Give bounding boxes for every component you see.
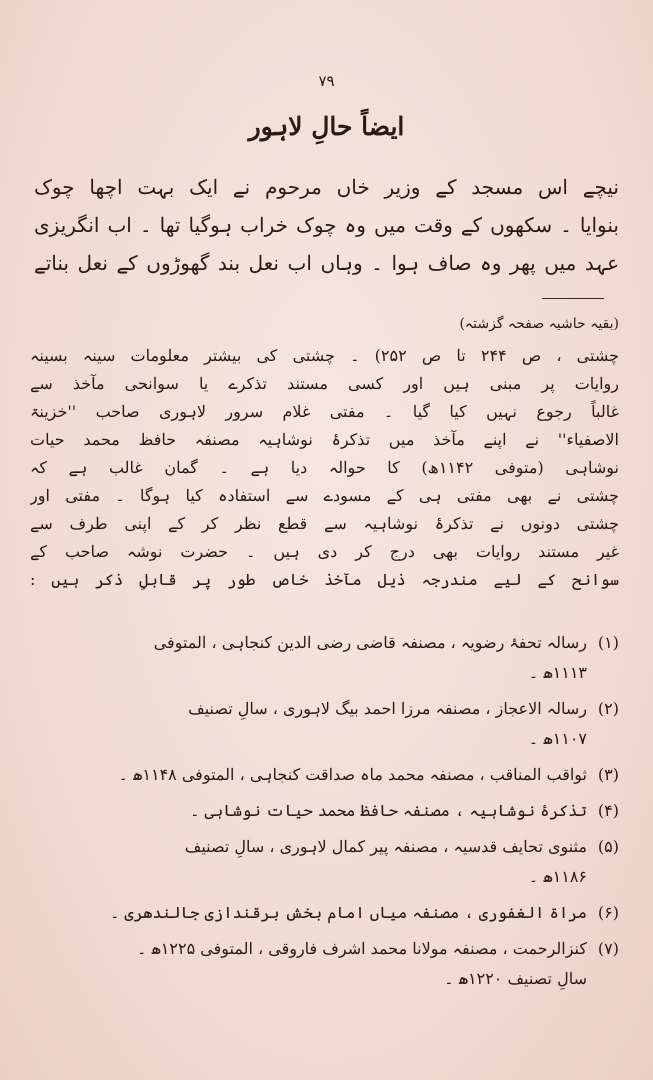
item-number: (۳) (597, 765, 619, 784)
footnote-line: غالباً رجوع نہیں کیا گیا ۔ مفتی غلام سرور لاہوری صاحب ''خزینۃ (30, 402, 619, 421)
footnote-line: غیر مستند روایات بھی درج کر دی ہیں ۔ حضرت نوشہ صاحب کے (30, 542, 619, 561)
sources-list (30, 628, 619, 1000)
footnote-line: روایات پر مبنی ہیں اور کسی مستند تذکرے یا سوانحی مآخذ سے (30, 374, 619, 393)
item-text: رسالہ تحفۂ رضویہ ، مصنفہ قاضی رضی الدین کنجاہی ، المتوفی (153, 633, 587, 652)
footnote-line: سوانح کے لیے مندرجہ ذیل مآخذ خاص طور پر قابلِ ذکر ہیں : (30, 570, 619, 589)
body-line: نیچے اس مسجد کے وزیر خاں مرحوم نے ایک بہت اچھا چوک (34, 175, 619, 199)
item-text: تذکرۂ نوشاہیہ ، مصنفہ حافظ محمد حیات نوشاہی ۔ (190, 801, 587, 820)
footnote-line: چشتی ، ص ۲۴۴ تا ص ۲۵۲) ۔ چشتی کی بیشتر معلومات سینہ بسینہ (30, 346, 619, 365)
item-number: (۱) (597, 633, 619, 652)
body-paragraph (34, 168, 619, 282)
footnote-divider (542, 298, 604, 299)
item-text: ۱۱۱۳ھ ۔ (528, 663, 587, 682)
item-number: (۶) (597, 903, 619, 922)
item-text: کنزالرحمت ، مصنفہ مولانا محمد اشرف فاروقی ، المتوفی ۱۲۲۵ھ ۔ (136, 939, 587, 958)
list-item (30, 898, 619, 928)
item-text: ۱۱۸۶ھ ۔ (528, 867, 587, 886)
item-text: مراۃ الغفوری ، مصنفہ میاں امام بخش برقندازی جالندھری ۔ (109, 903, 587, 922)
item-text: رسالہ الاعجاز ، مصنفہ مرزا احمد بیگ لاہوری ، سالِ تصنیف (188, 699, 587, 718)
list-item (30, 796, 619, 826)
item-text: ۱۱۰۷ھ ۔ (528, 729, 587, 748)
item-text: مثنوی تحایف قدسیہ ، مصنفہ پیر کمال لاہوری ، سالِ تصنیف (184, 837, 587, 856)
list-item (30, 694, 619, 754)
footnote-line: نوشاہی (متوفی ۱۱۴۲ھ) کا حوالہ دیا ہے ۔ گمان غالب ہے کہ (30, 458, 619, 477)
footnote-text (30, 342, 619, 594)
list-item (30, 832, 619, 892)
footnote-title: (بقیہ حاشیہ صفحہ گزشتہ) (459, 316, 619, 332)
item-text: ثواقب المناقب ، مصنفہ محمد ماہ صداقت کنجاہی ، المتوفی ۱۱۴۸ھ ۔ (118, 765, 587, 784)
list-item (30, 760, 619, 790)
footnote-line: چشتی نے بھی مفتی ہی کے مسودے سے استفادہ کیا ہوگا ۔ مفتی اور (30, 486, 619, 505)
item-number: (۲) (597, 699, 619, 718)
list-item (30, 628, 619, 688)
item-number: (۷) (597, 939, 619, 958)
item-text: سالِ تصنیف ۱۲۲۰ھ ۔ (444, 969, 587, 988)
item-number: (۴) (597, 801, 619, 820)
footnote-line: الاصفیاء'' نے اپنے مآخذ میں تذکرۂ نوشاہیہ مصنفہ حافظ محمد حیات (30, 430, 619, 449)
body-line: عہد میں پھر وہ صاف ہوا ۔ وہاں اب نعل بند گھوڑوں کے نعل بناتے (34, 251, 619, 275)
footnote-line: چشتی دونوں نے تذکرۂ نوشاہیہ سے قطع نظر کر کے اپنی طرف سے (30, 514, 619, 533)
body-line: بنوایا ۔ سکھوں کے وقت میں وہ چوک خراب ہوگیا تھا ۔ اب انگریزی (34, 213, 619, 237)
page-number: ۷۹ (318, 72, 335, 90)
section-heading: ایضاً حالِ لاہور (248, 112, 405, 141)
list-item (30, 934, 619, 994)
item-number: (۵) (597, 837, 619, 856)
